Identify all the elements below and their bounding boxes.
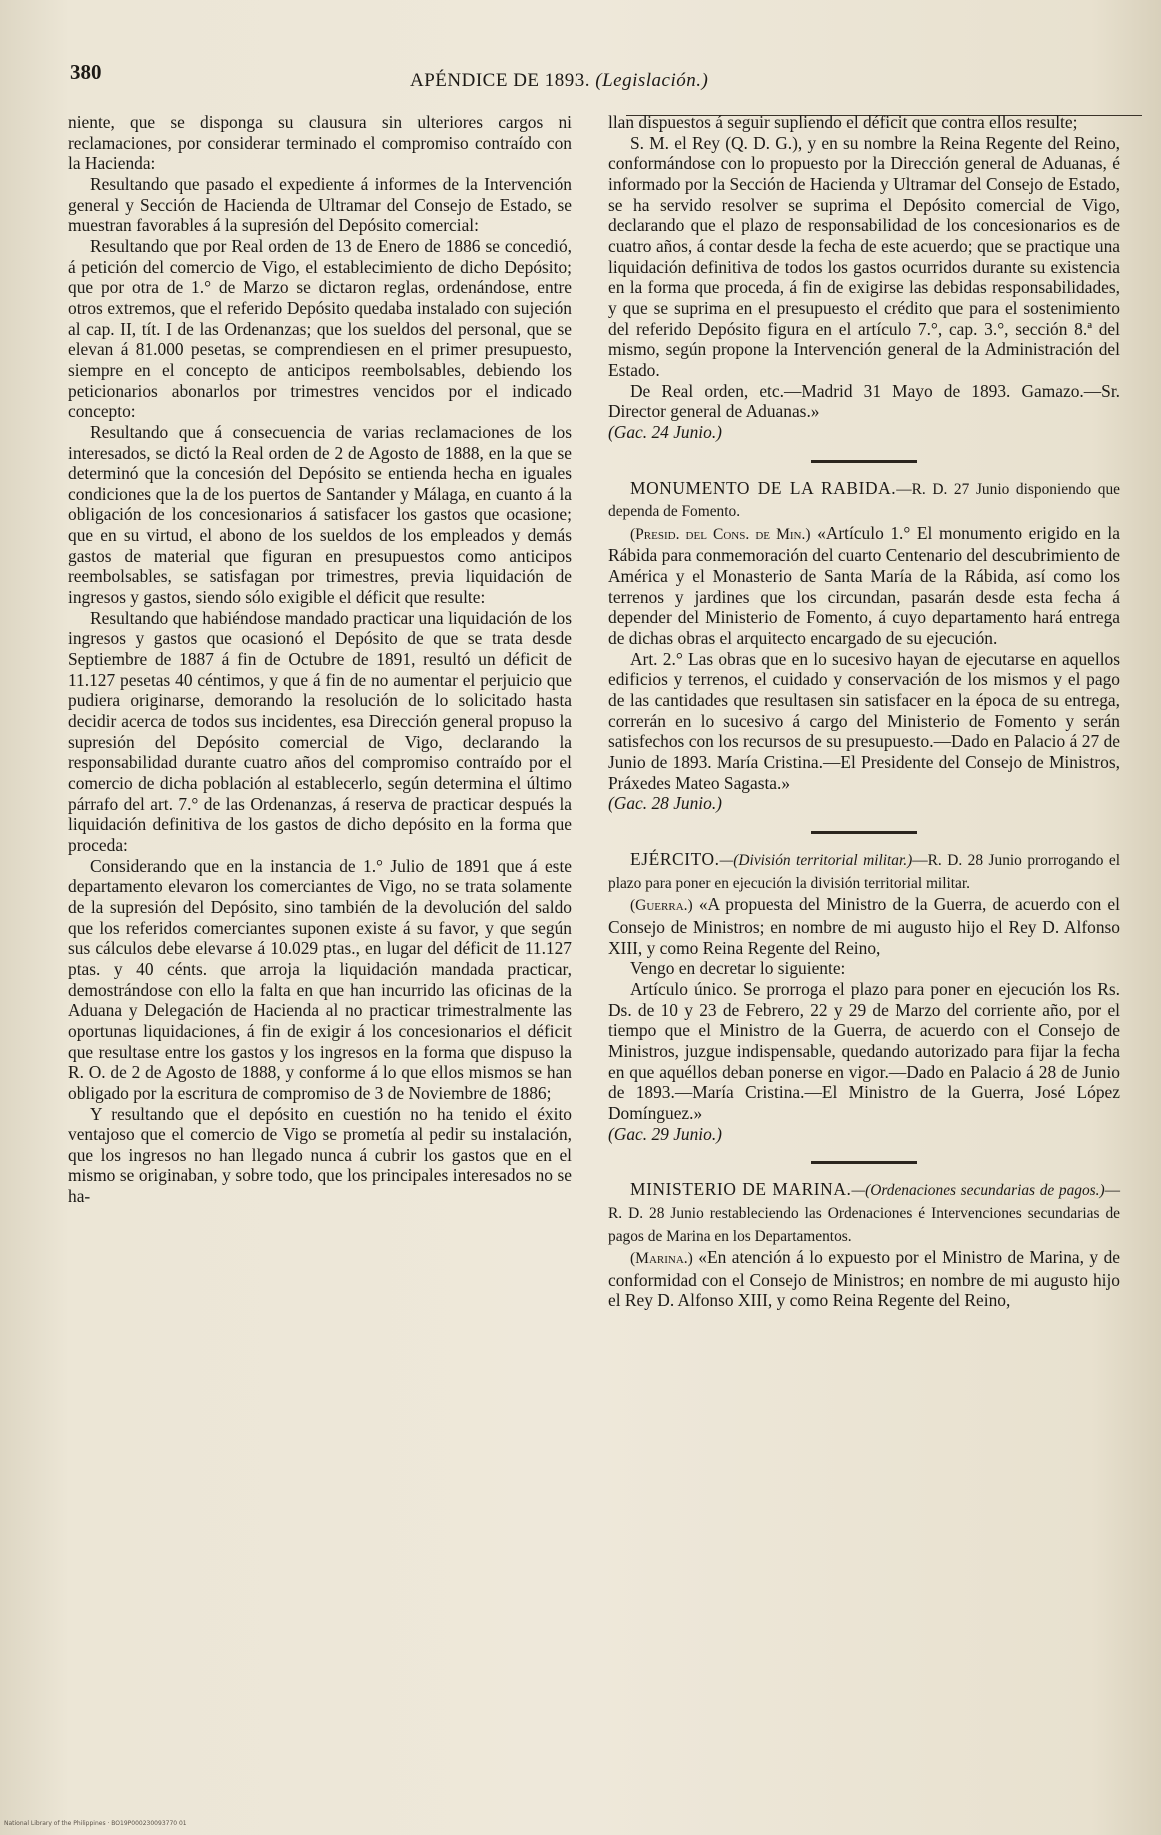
section-heading bbox=[608, 849, 1120, 894]
citation-text: (Gac. 28 Junio.) bbox=[608, 793, 722, 814]
left-column bbox=[68, 112, 572, 1207]
paragraph: Considerando que en la instancia de 1.° Julio de 1891 que á este departamento elevaron los comerciantes de Vigo, no se trata solamente de la supresión del Depósito, sino también de la devolución del saldo que los referidos comerciantes suponen existe á su favor, y que según sus cálculos debe elevarse á 10.029 ptas., en lugar del déficit de 11.127 ptas. y 40 cénts. que arroja la liquidación mandada practicar, demostrándose con ello la falta en que han incurrido las oficinas de la Aduana y Delegación de Hacienda al no practicar trimestralmente las oportunas liquidaciones, á fin de exigir á los concesionarios el déficit que resultase entre los gastos y los ingresos en la forma que dispuso la R. O. de 2 de Agosto de 1888, y conforme á lo que ellos mismos se han obligado por la escritura de compromiso de 3 de Noviembre de 1886; bbox=[68, 855, 572, 1103]
section-title: EJÉRCITO. bbox=[630, 849, 720, 869]
section-subtitle: —R. D. 28 Junio prorrogando el plazo para poner en ejecución la división territorial militar. bbox=[608, 852, 1120, 892]
citation bbox=[608, 793, 1120, 814]
paragraph-text: «Artículo 1.° El monumento erigido en la Rábida para conmemoración del cuarto Centenario del descubrimiento de América y el Monasterio de Santa María de la Rábida, así como los terrenos y jardines que los circundan, pasarán desde esta fecha á depender del Ministerio de Fomento, á cuyo departamento hará entrega de dichas obras el arquitecto encargado de su ejecución. bbox=[608, 522, 1120, 649]
section-subtitle-italic: —(División territorial militar.) bbox=[719, 852, 913, 869]
citation bbox=[608, 1124, 1120, 1145]
paragraph: Resultando que á consecuencia de varias reclamaciones de los interesados, se dictó la Real orden de 2 de Agosto de 1888, en la que se determinó que la concesión del Depósito se entienda hecha en iguales condiciones que la de los puertos de Santander y Málaga, en cuanto á la obligación de los concesionarios á satisfacer los gastos que ocasione; que en su virtud, el abono de los sueldos de los empleados y demás gastos de material que figuran en presupuestos como anticipos reembolsables, se satisfagan por trimestres, previa liquidación de ingresos y gastos, siendo sólo exigible el déficit que resulte: bbox=[68, 421, 572, 608]
section-divider bbox=[811, 831, 917, 834]
paragraph: Resultando que por Real orden de 13 de Enero de 1886 se concedió, á petición del comercio de Vigo, el establecimiento de dicho Depósito; que por otra de 1.° de Marzo se dictaron reglas, ordenándose, entre otros extremos, que el referido Depósito quedaba instalado con sujeción al cap. II, tít. I de las Ordenanzas; que los sueldos del personal, que se elevan á 81.000 pesetas, se comprendiesen en el primer presupuesto, siempre en el concepto de anticipos reembolsables, debiendo los peticionarios abonarlos por trimestres vencidos por el indicado concepto: bbox=[68, 235, 572, 422]
citation-text: (Gac. 29 Junio.) bbox=[608, 1123, 722, 1144]
section-divider bbox=[811, 460, 917, 463]
paragraph-text: «A propuesta del Ministro de la Guerra, de acuerdo con el Consejo de Ministros; en nombre de mi augusto hijo el Rey D. Alfonso XIII, y como Reina Regente del Reino, bbox=[608, 894, 1120, 958]
citation bbox=[608, 422, 1120, 443]
section-title: MINISTERIO DE MARINA. bbox=[630, 1179, 852, 1200]
running-title-italic: (Legislación.) bbox=[595, 70, 709, 91]
paragraph: De Real orden, etc.—Madrid 31 Mayo de 1893. Gamazo.—Sr. Director general de Aduanas.» bbox=[608, 380, 1120, 422]
paragraph bbox=[608, 523, 1120, 649]
right-column bbox=[608, 112, 1120, 1311]
section-heading bbox=[608, 1179, 1120, 1247]
page-number: 380 bbox=[70, 60, 102, 84]
scan-footer: National Library of the Philippines · BO19P000230093770 01 bbox=[4, 1820, 187, 1827]
paragraph: Resultando que pasado el expediente á informes de la Intervención general y Sección de Hacienda de Ultramar del Consejo de Estado, se muestran favorables á la supresión del Depósito comercial: bbox=[68, 173, 572, 236]
paragraph: Vengo en decretar lo siguiente: bbox=[630, 958, 846, 979]
source-label: (Presid. del Cons. de Min.) bbox=[630, 525, 811, 543]
running-title-text: APÉNDICE DE 1893. bbox=[410, 70, 591, 91]
paragraph: Artículo único. Se prorroga el plazo para poner en ejecución los Rs. Ds. de 10 y 23 de Febrero, 22 y 29 de Marzo del corriente año, por el tiempo que el Ministro de la Guerra, de acuerdo con el Consejo de Ministros, juzgue indispensable, quedando autorizado para fijar la fecha en que aquéllos deban ponerse en vigor.—Dado en Palacio á 28 de Junio de 1893.—María Cristina.—El Ministro de la Guerra, José López Domínguez.» bbox=[608, 978, 1120, 1123]
section-title: MONUMENTO DE LA RABIDA. bbox=[630, 477, 897, 498]
source-label: (Marina.) bbox=[630, 1250, 693, 1268]
paragraph bbox=[608, 1247, 1120, 1311]
paragraph: S. M. el Rey (Q. D. G.), y en su nombre la Reina Regente del Reino, conformándose con lo propuesto por la Dirección general de Aduanas, é informado por la Sección de Hacienda y Ultramar del Consejo de Estado, se ha servido resolver se suprima el Depósito comercial de Vigo, declarando que el plazo de responsabilidad de los concesionarios es de cuatro años, á contar desde la fecha de este acuerdo; que se practique una liquidación definitiva de todos los gastos ocurridos durante su existencia en la forma que proceda, á fin de exigirse las debidas responsabilidades, y que se suprima en el presupuesto el crédito que para el sostenimiento del referido Depósito figura en el artículo 7.°, cap. 3.°, sección 8.ª del mismo, según propone la Intervención general de la Administración del Estado. bbox=[608, 132, 1120, 380]
citation-text: (Gac. 24 Junio.) bbox=[608, 421, 722, 442]
running-title bbox=[410, 70, 708, 92]
section-subtitle: —R. D. 28 Junio restableciendo las Ordenaciones é Intervenciones secundarias de pagos de Marina en los Departamentos. bbox=[608, 1182, 1121, 1245]
section-subtitle: —R. D. 27 Junio disponiendo que dependa de Fomento. bbox=[608, 480, 1120, 521]
source-label: (Guerra.) bbox=[630, 897, 693, 915]
paragraph: Resultando que habiéndose mandado practicar una liquidación de los ingresos y gastos que ocasionó el Depósito de que se trata desde Septiembre de 1887 á fin de Octubre de 1891, resultó un déficit de 11.127 pesetas 40 céntimos, y que á fin de no aumentar el perjuicio que pudiera originarse, demorando la resolución de lo solicitado hasta decidir acerca de todos sus incidentes, esa Dirección general propuso la supresión del Depósito comercial de Vigo, declarando la responsabilidad durante cuatro años del compromiso contraído por el comercio de dicha población al establecerlo, según determina el último párrafo del art. 7.° de las Ordenanzas, á reserva de practicar después la liquidación definitiva de los gastos de dicho depósito en la forma que proceda: bbox=[68, 607, 572, 855]
paragraph bbox=[608, 894, 1120, 958]
paragraph: Y resultando que el depósito en cuestión no ha tenido el éxito ventajoso que el comercio de Vigo se prometía al pedir su instalación, que los ingresos no han llegado nunca á cubrir los gastos que en el mismo se originaban, y sobre todo, que los principales interesados no se ha- bbox=[68, 1103, 572, 1207]
section-subtitle-italic: —(Ordenaciones secundarias de pagos.) bbox=[851, 1182, 1105, 1200]
paragraph: Art. 2.° Las obras que en lo sucesivo hayan de ejecutarse en aquellos edificios y terrenos, el cuidado y conservación de los mismos y el pago de las cantidades que resultasen sin satisfacer en la época de su entrega, correrán en lo sucesivo á cargo del Ministerio de Fomento y serán satisfechos con los recursos de su presupuesto.—Dado en Palacio á 27 de Junio de 1893. María Cristina.—El Presidente del Consejo de Ministros, Práxedes Mateo Sagasta.» bbox=[608, 648, 1120, 793]
paragraph-text: «En atención á lo expuesto por el Ministro de Marina, y de conformidad con el Consejo de Ministros; en nombre de mi augusto hijo el Rey D. Alfonso XIII, y como Reina Regente del Reino, bbox=[608, 1247, 1120, 1311]
paragraph: llan dispuestos á seguir supliendo el déficit que contra ellos resulte; bbox=[608, 112, 1078, 132]
paragraph: niente, que se disponga su clausura sin ulteriores cargos ni reclamaciones, por considerar terminado el compromiso contraído con la Hacienda: bbox=[68, 112, 572, 174]
section-divider bbox=[811, 1161, 917, 1164]
page-header bbox=[70, 58, 1110, 98]
section-heading bbox=[608, 478, 1120, 523]
